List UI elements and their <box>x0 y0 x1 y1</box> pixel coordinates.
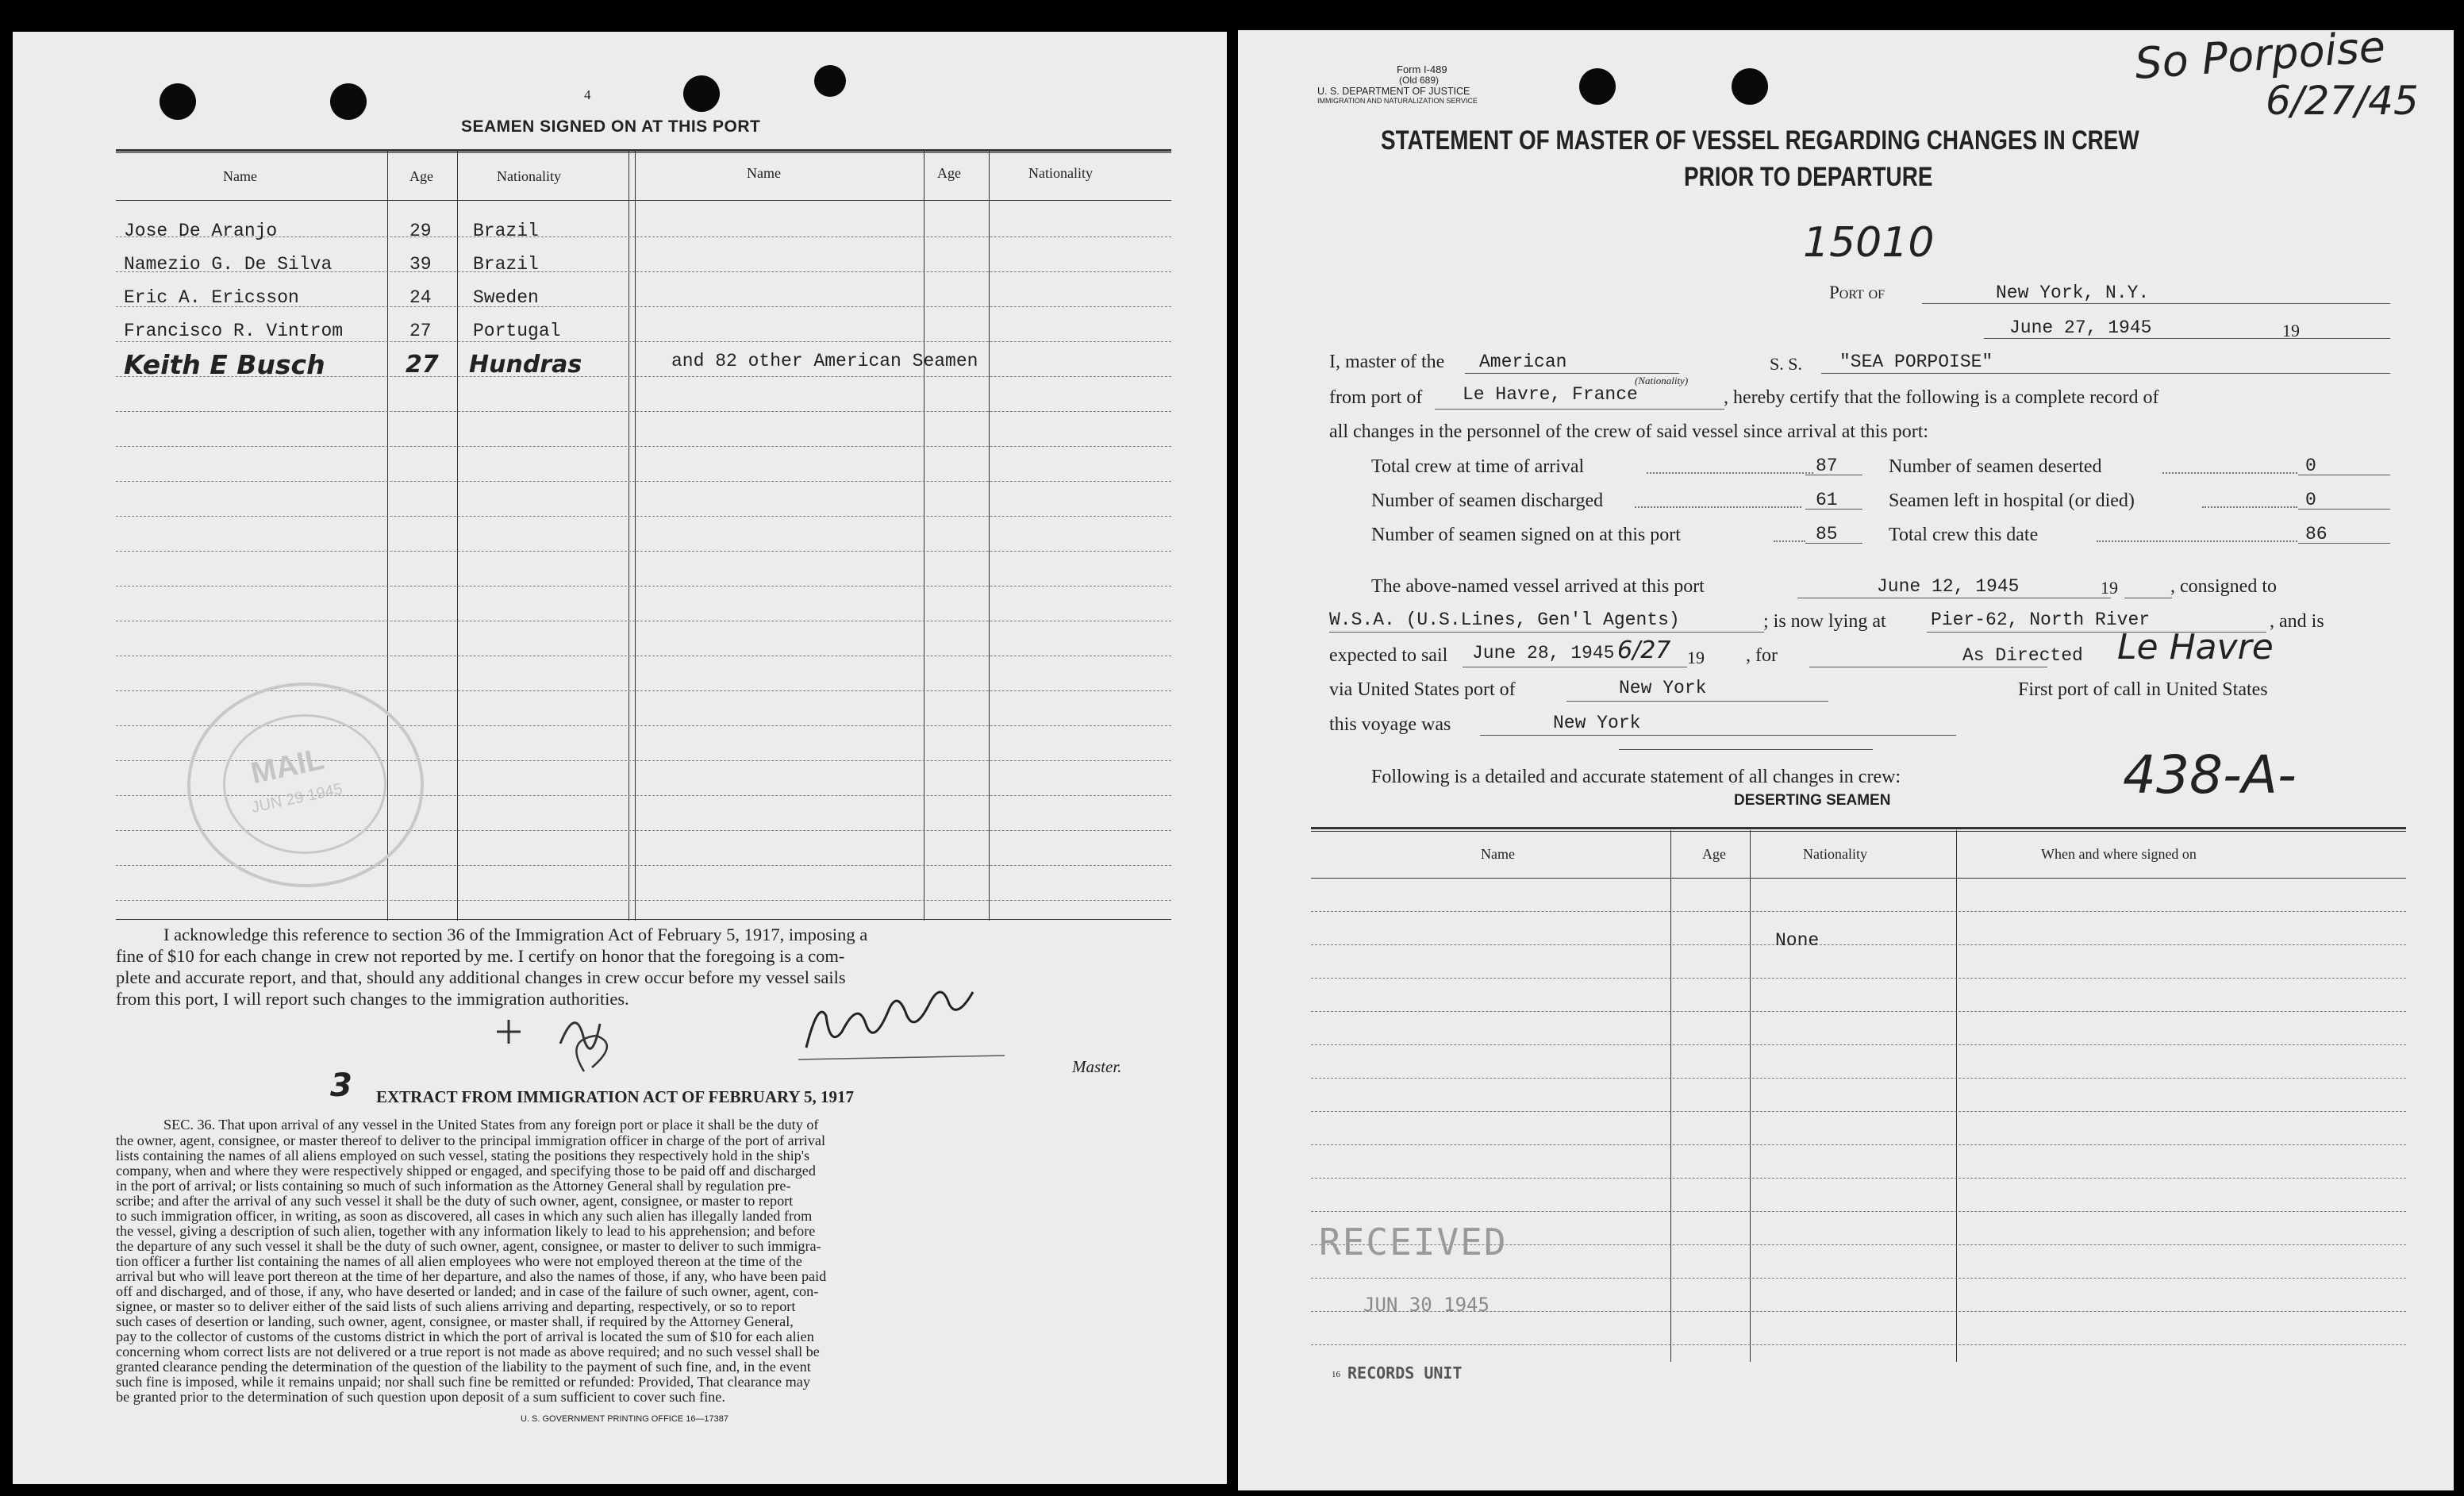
stat-value: 87 <box>1816 456 1838 476</box>
stat-value: 86 <box>2305 524 2328 544</box>
punch-hole <box>160 83 196 120</box>
stat-underline <box>2298 509 2390 510</box>
row-rule <box>116 481 1171 482</box>
column-header-name: Name <box>223 168 257 184</box>
row-rule <box>1311 1011 2406 1012</box>
deserting-none: None <box>1775 930 1820 951</box>
received-date-stamp: JUN 30 1945 <box>1363 1294 1490 1316</box>
sail-suffix: 19 <box>1687 648 1705 667</box>
column-header-nationality-2: Nationality <box>1028 165 1093 181</box>
port-of-underline <box>1922 303 2390 304</box>
column-header-age-2: Age <box>937 165 961 181</box>
row-rule <box>1311 1344 2406 1345</box>
voyage-label: this voyage was <box>1329 714 1451 735</box>
column-header-nationality: Nationality <box>497 168 561 184</box>
extract-line: to such immigration officer, in writing, as soon as discovered, all cases in which any such alien has illegally landed from <box>116 1208 813 1224</box>
form-number: Form I-489 <box>1397 63 1447 75</box>
port-of-value: New York, N.Y. <box>1996 283 2150 303</box>
right-page <box>1238 21 2454 1490</box>
from-port-underline <box>1435 409 1724 410</box>
consignee-value: W.S.A. (U.S.Lines, Gen'l Agents) <box>1329 610 1680 630</box>
row-rule <box>1311 1144 2406 1145</box>
records-unit-stamp: RECORDS UNIT <box>1347 1363 1463 1383</box>
seaman-name: Jose De Aranjo <box>124 221 278 241</box>
row-rule <box>1311 1078 2406 1079</box>
column-divider <box>1750 830 1751 1362</box>
footer-code: 16 <box>1332 1370 1340 1379</box>
stat-value: 0 <box>2305 456 2316 476</box>
row-rule <box>116 900 1171 901</box>
ss-underline <box>1821 373 2390 374</box>
nationality-value: American <box>1479 352 1567 372</box>
punch-hole <box>330 83 367 120</box>
header-bottom-rule <box>116 200 1171 201</box>
dot-leader <box>2097 540 2297 542</box>
from-port-label: from port of <box>1329 387 1423 408</box>
seaman-nationality: Brazil <box>473 221 539 241</box>
seaman-name: Namezio G. De Silva <box>124 254 333 275</box>
following-text: Following is a detailed and accurate statement of all changes in crew: <box>1371 767 1901 787</box>
table-bottom-rule <box>116 919 1171 920</box>
extract-line: signee, or master so to deliver either of the said lists of such aliens arriving and departing, respectively, or so to report <box>116 1298 796 1314</box>
stat-underline <box>2298 543 2390 544</box>
ship-name: "SEA PORPOISE" <box>1839 352 1993 372</box>
consignee-underline <box>1329 632 1764 633</box>
extract-heading: EXTRACT FROM IMMIGRATION ACT OF FEBRUARY 5, 1917 <box>376 1087 855 1106</box>
row-rule <box>116 411 1171 412</box>
extract-line: off and discharged, and of those, if any, who have deserted or landed; and in case of the failure of such owner, agent, con- <box>116 1283 819 1299</box>
extract-line: the vessel, giving a description of such alien, together with any information likely to lead to his apprehension; and before <box>116 1223 816 1239</box>
extract-line: company, when and where they were respectively shipped or engaged, and specifying those to be paid off and discharged <box>116 1163 816 1179</box>
section-heading: SEAMEN SIGNED ON AT THIS PORT <box>461 117 761 136</box>
row-rule <box>1311 944 2406 945</box>
punch-hole <box>683 75 720 112</box>
received-stamp: RECEIVED <box>1319 1221 1508 1263</box>
for-label: , for <box>1746 645 1778 666</box>
punch-hole <box>1579 68 1616 105</box>
consigned-label: , consigned to <box>2170 576 2277 597</box>
port-of-label: Port of <box>1829 283 1885 302</box>
column-divider <box>989 151 990 921</box>
statement-date: June 27, 1945 <box>2009 317 2152 338</box>
extract-line: such cases of desertion or landing, such owner, agent, consignee, or master shall, if required by the Attorney General, <box>116 1313 794 1329</box>
nationality-underline <box>1465 373 1679 374</box>
dot-leader <box>1774 540 1805 542</box>
row-rule <box>116 516 1171 517</box>
extract-line: concerning whom correct lists are not delivered or a true report is not made as above required; and no such vessel shall be <box>116 1344 820 1359</box>
seaman-nationality: Sweden <box>473 287 539 308</box>
nationality-caption: (Nationality) <box>1635 375 1689 386</box>
row-rule <box>1311 1278 2406 1279</box>
other-seamen-note: and 82 other American Seamen <box>671 351 978 371</box>
sail-label: expected to sail <box>1329 645 1448 666</box>
table-top-rule <box>1311 827 2406 829</box>
row-rule <box>1311 1178 2406 1179</box>
header-bottom-rule <box>1311 878 2406 879</box>
arrived-value: June 12, 1945 <box>1877 576 2020 597</box>
column-divider <box>1956 830 1957 1362</box>
corner-handwritten-note: So Porpoise <box>2133 21 2387 89</box>
dot-leader <box>2162 472 2297 474</box>
deserting-heading: DESERTING SEAMEN <box>1734 792 1891 809</box>
extract-line: SEC. 36. That upon arrival of any vessel in the United States from any foreign port or place it shall be the duty of <box>163 1117 819 1133</box>
column-header-name-2: Name <box>747 165 781 181</box>
seaman-age: 39 <box>409 254 432 275</box>
postmark-text: MAIL <box>248 742 328 791</box>
extract-line: arrival but who will leave port thereon at the time of her departure, and also the names of those, if any, who have been paid <box>116 1268 827 1284</box>
via-underline <box>1566 701 1828 702</box>
sail-value: June 28, 1945 <box>1472 643 1615 663</box>
via-value: New York <box>1619 678 1707 698</box>
stat-value: 0 <box>2305 490 2316 510</box>
page-number: 4 <box>584 87 591 102</box>
date-underline <box>1984 338 2390 339</box>
voyage-underline <box>1480 735 1956 736</box>
lying-value: Pier-62, North River <box>1931 610 2151 630</box>
column-divider <box>635 151 636 921</box>
table-top-rule <box>1311 831 2406 832</box>
master-of-label: I, master of the <box>1329 352 1445 372</box>
service: IMMIGRATION AND NATURALIZATION SERVICE <box>1317 97 1478 105</box>
master-label: Master. <box>1072 1057 1122 1076</box>
from-port-value: Le Havre, France <box>1463 384 1638 405</box>
document-title: STATEMENT OF MASTER OF VESSEL REGARDING CHANGES IN CREW <box>1381 125 2139 156</box>
seaman-name-handwritten: Keith E Busch <box>124 349 325 380</box>
arrived-suffix: 19 <box>2101 578 2118 598</box>
first-port-label: First port of call in United States <box>2018 679 2268 700</box>
seaman-name: Francisco R. Vintrom <box>124 321 344 341</box>
document-subtitle: PRIOR TO DEPARTURE <box>1684 162 1933 192</box>
row-rule <box>116 341 1171 342</box>
column-header-nationality: Nationality <box>1803 846 1867 862</box>
stat-value: 61 <box>1816 490 1838 510</box>
dot-leader <box>1647 472 1813 474</box>
certify-text: , hereby certify that the following is a complete record of <box>1724 387 2159 408</box>
printing-office: U. S. GOVERNMENT PRINTING OFFICE 16—17387 <box>521 1414 729 1424</box>
acknowledgement-line: fine of $10 for each change in crew not reported by me. I certify on honor that the foregoing is a com- <box>116 946 845 966</box>
postmark-date: JUN 29 1945 <box>249 780 344 817</box>
column-divider <box>457 151 458 921</box>
master-signature <box>473 984 1076 1079</box>
extract-line: the departure of any such vessel it shall be the duty of such owner, agent, consignee, or master to deliver to such immigra- <box>116 1238 821 1254</box>
column-header-name: Name <box>1481 846 1515 862</box>
seaman-age: 29 <box>409 221 432 241</box>
for-handwritten-destination: Le Havre <box>2117 627 2274 667</box>
left-page <box>13 32 1227 1484</box>
via-label: via United States port of <box>1329 679 1516 700</box>
seaman-nationality: Portugal <box>473 321 561 341</box>
column-header-age: Age <box>409 168 433 184</box>
extract-line: granted clearance pending the determination of the question of the liability to the payment of such fine, and, in the event <box>116 1359 811 1375</box>
stat-label: Seamen left in hospital (or died) <box>1889 490 2135 511</box>
stat-label: Total crew this date <box>1889 525 2039 545</box>
column-divider <box>1670 830 1671 1362</box>
separator-rule <box>1619 749 1873 750</box>
acknowledgement-line: plete and accurate report, and that, should any additional changes in crew occur before my vessel sails <box>116 967 846 987</box>
row-rule <box>1311 1211 2406 1212</box>
and-is-label: , and is <box>2270 611 2324 632</box>
stat-value: 85 <box>1816 524 1838 544</box>
arrived-label: The above-named vessel arrived at this port <box>1371 576 1705 597</box>
department: U. S. DEPARTMENT OF JUSTICE <box>1317 86 1470 97</box>
extract-line: such fine is imposed, while it remains unpaid; nor shall such fine be remitted or refunded: Provided, That clearance may <box>116 1374 810 1390</box>
table-top-rule <box>116 152 1171 153</box>
column-header-signed-on: When and where signed on <box>2041 846 2197 862</box>
stat-label: Total crew at time of arrival <box>1371 456 1585 477</box>
acknowledgement-line: I acknowledge this reference to section 36 of the Immigration Act of February 5, 1917, imposing a <box>163 925 868 944</box>
dot-leader <box>2202 506 2297 508</box>
acknowledgement-line: from this port, I will report such changes to the immigration authorities. <box>116 989 629 1009</box>
extract-line: be granted prior to the determination of such question upon deposit of a sum sufficient to cover such fine. <box>116 1389 725 1405</box>
dot-leader <box>1635 506 1801 508</box>
extract-line: lists containing the names of all aliens employed on such vessel, stating the positions they respectively hold in the ship's <box>116 1148 810 1163</box>
extract-line: the owner, agent, consignee, or master thereof to deliver to the principal immigration officer in charge of the port of arrival <box>116 1133 826 1148</box>
date-suffix: 19 <box>2282 321 2300 340</box>
row-rule <box>116 551 1171 552</box>
ss-label: S. S. <box>1770 354 1802 374</box>
stat-label: Number of seamen discharged <box>1371 490 1604 511</box>
seaman-age: 24 <box>409 287 432 308</box>
stat-label: Number of seamen signed on at this port <box>1371 525 1681 545</box>
column-divider <box>628 151 629 921</box>
stat-underline <box>1805 543 1862 544</box>
punch-hole <box>814 65 846 97</box>
extract-line: tion officer a further list containing the names of all alien employees who were not employed thereon at the time of the <box>116 1253 802 1269</box>
postmark-inner-ring <box>223 714 386 854</box>
lying-label: ; is now lying at <box>1763 611 1886 632</box>
handwritten-file-number: 15010 <box>1803 219 1935 267</box>
changes-text: all changes in the personnel of the crew of said vessel since arrival at this port: <box>1329 421 1929 442</box>
extract-line: pay to the collector of customs of the customs district in which the port of arrival is located the sum of $10 for each alien <box>116 1329 814 1344</box>
sail-handwritten-date: 6/27 <box>1617 636 1671 664</box>
punch-hole <box>1732 68 1768 105</box>
row-rule <box>1311 911 2406 912</box>
seaman-nationality-handwritten: Hundras <box>469 351 582 379</box>
table-top-rule <box>116 149 1171 152</box>
handwritten-mark: 3 <box>330 1067 352 1104</box>
extract-line: scribe; and after the arrival of any such vessel it shall be the duty of such owner, agent, consignee, or master to report <box>116 1193 794 1209</box>
column-header-age: Age <box>1702 846 1726 862</box>
row-rule <box>116 446 1171 447</box>
row-rule <box>1311 1111 2406 1112</box>
seaman-nationality: Brazil <box>473 254 539 275</box>
for-value: As Directed <box>1962 645 2083 666</box>
stat-underline <box>1805 509 1862 510</box>
extract-line: in the port of arrival; or lists containing so much of such information as the Attorney General shall by regulation pre- <box>116 1178 791 1194</box>
seaman-name: Eric A. Ericsson <box>124 287 299 308</box>
voyage-value: New York <box>1553 713 1641 733</box>
stat-label: Number of seamen deserted <box>1889 456 2102 477</box>
corner-handwritten-date: 6/27/45 <box>2266 78 2419 124</box>
row-rule <box>1311 978 2406 979</box>
row-rule <box>1311 1044 2406 1045</box>
old-form-number: (Old 689) <box>1399 75 1440 86</box>
seaman-age-handwritten: 27 <box>406 351 439 379</box>
handwritten-code: 438-A- <box>2123 744 2297 806</box>
seaman-age: 27 <box>409 321 432 341</box>
